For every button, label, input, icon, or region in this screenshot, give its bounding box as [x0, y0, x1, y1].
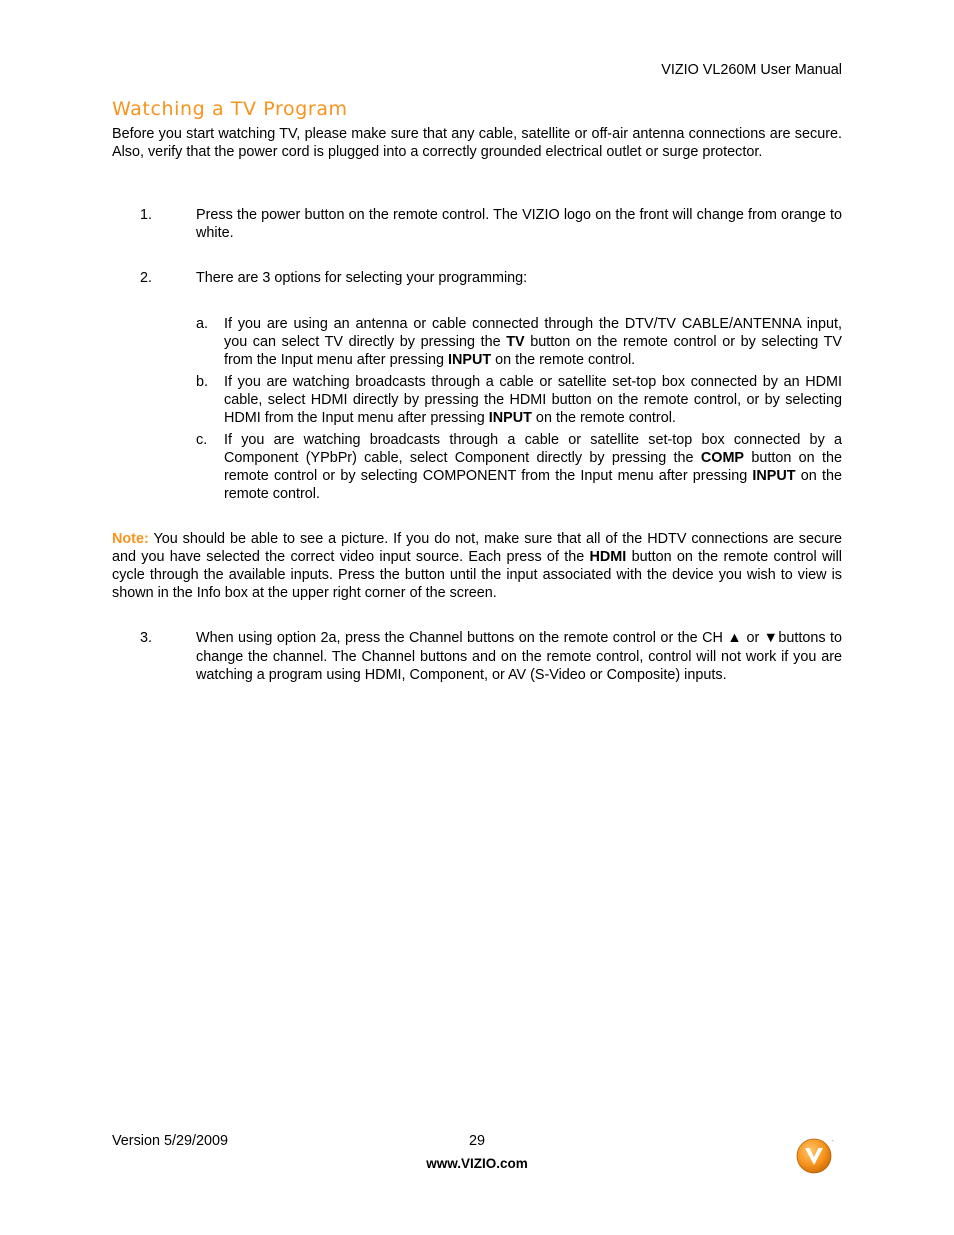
step-text: There are 3 options for selecting your programming: [196, 270, 528, 286]
options-list [196, 315, 842, 507]
note-label: Note: [112, 531, 149, 547]
step-text: Press the power button on the remote control. The VIZIO logo on the front will change from orange to white. [196, 207, 842, 241]
option-letter: c. [196, 432, 208, 448]
option-c [196, 431, 842, 503]
note-paragraph: Note: You should be able to see a picture. If you do not, make sure that all of the HDTV connections are secure and you have selected the correct video input source. Each press of the HDMI button on the remote control will cycle through the available inputs. Press the button until the input associated with the device you wish to view is shown in the Info box at the upper right corner of the screen. [112, 531, 842, 601]
footer-version: Version 5/29/2009 [112, 1133, 229, 1149]
step-number: 3. [140, 630, 153, 646]
option-b [196, 373, 842, 427]
intro-paragraph: Before you start watching TV, please make sure that any cable, satellite or off-air antenna connections are secure. Also, verify that the power cord is plugged into a correctly grounded electrical outlet or surge protector. [112, 126, 842, 160]
step-text: When using option 2a, press the Channel buttons on the remote control or the CH ▲ or ▼buttons to change the channel. The Channel buttons and on the remote control, control will not work if you are watching a program using HDMI, Component, or AV (S-Video or Composite) inputs. [196, 630, 842, 683]
option-text: If you are using an antenna or cable connected through the DTV/TV CABLE/ANTENNA input, you can select TV directly by pressing the TV button on the remote control or by selecting TV from the Input menu after pressing INPUT on the remote control. [224, 316, 842, 368]
section-title: Watching a TV Program [112, 98, 348, 120]
step-number: 2. [140, 270, 153, 286]
step-number: 1. [140, 207, 153, 223]
option-a [196, 315, 842, 369]
footer-url: www.VIZIO.com [426, 1156, 528, 1171]
option-letter: a. [196, 316, 209, 332]
vizio-logo-icon [796, 1138, 834, 1174]
svg-text:™: ™ [831, 1139, 835, 1144]
page-number: 29 [469, 1133, 486, 1149]
manual-title: VIZIO VL260M User Manual [661, 62, 842, 78]
option-text: If you are watching broadcasts through a cable or satellite set-top box connected by an HDMI cable, select HDMI directly by pressing the HDMI button on the remote control, or by selecting HDMI from the Input menu after pressing INPUT on the remote control. [224, 374, 842, 426]
option-text: If you are watching broadcasts through a cable or satellite set-top box connected by a Component (YPbPr) cable, select Component directly by pressing the COMP button on the remote control or by selecting COMPONENT from the Input menu after pressing INPUT on the remote control. [224, 432, 842, 502]
option-letter: b. [196, 374, 209, 390]
